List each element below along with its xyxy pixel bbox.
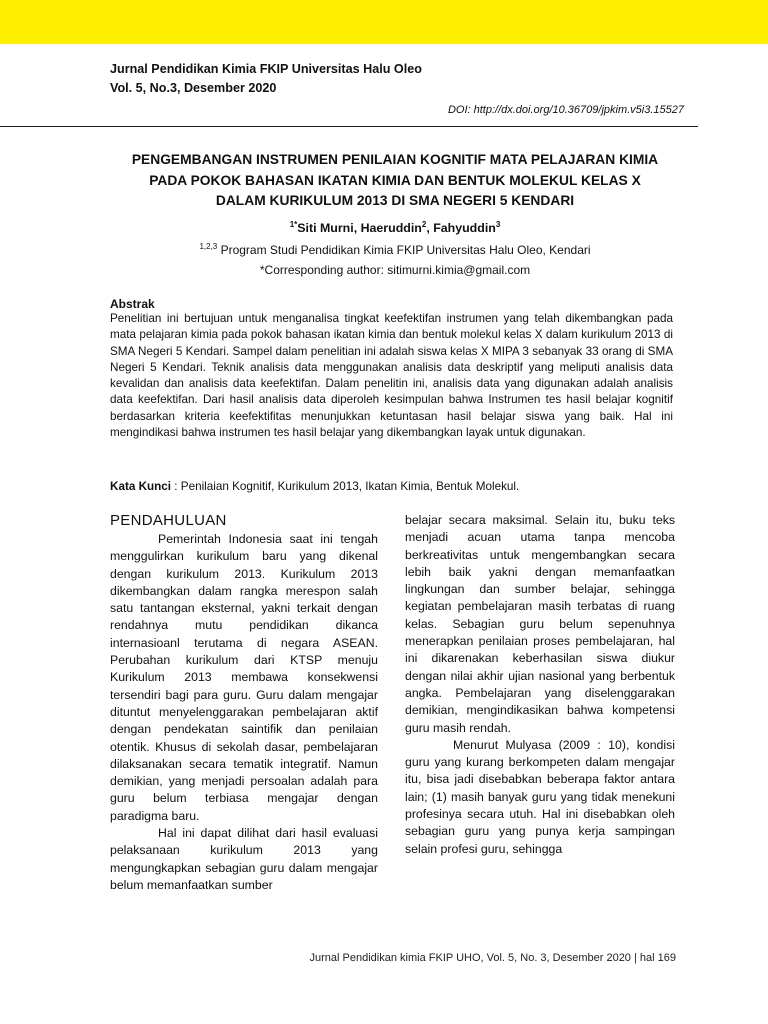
title-line: PADA POKOK BAHASAN IKATAN KIMIA DAN BENTUK MOLEKUL KELAS X	[149, 172, 641, 188]
title-line: DALAM KURIKULUM 2013 DI SMA NEGERI 5 KENDARI	[215, 193, 575, 208]
keywords-label: Kata Kunci	[110, 480, 172, 493]
journal-volume: Vol. 5, No.3, Desember 2020	[110, 81, 277, 95]
affiliation-marker: 1,2,3	[199, 242, 218, 251]
section-heading: PENDAHULUAN	[110, 512, 227, 529]
body-paragraph: Menurut Mulyasa (2009 : 10), kondisi guru yang kurang berkompeten dalam mengajar itu, bisa jadi disebabkan beberapa faktor antara lain; (1) masih banyak guru yang tidak menekuni profesinya secara utuh. Hal ini disebabkan oleh sebagian guru yang punya kerja sampingan selain profesi guru, sehingga	[405, 737, 675, 856]
author-names: , Fahyuddin	[426, 221, 496, 236]
abstract-text: Penelitian ini bertujuan untuk menganalisa tingkat keefektifan instrumen yang telah dikembangkan pada mata pelajaran kimia pada pokok bahasan ikatan kimia dan bentuk molekul kelas X dalam kurikulum 2013 di SMA Negeri 5 Kendari. Sampel dalam penelitian ini adalah siswa kelas X MIPA 3 sebanyak 33 orang di SMA Negeri 5 Kendari. Teknik analisis data menggunakan analisis data deskriptif yang meliputi analisis data kevalidan dan analisis data keefektifan. Dalam penelitin ini, analisis data yang digunakan adalah analisis data keefektifan. Dari hasil analisis data diperoleh kesimpulan bahwa Instrumen tes hasil belajar kognitif berdasarkan kriteria keefektifitas menunjukkan ketuntasan hasil belajar siswa yang baik. Hal ini mengindikasi bahwa instrumen tes hasil belajar yang dikembangkan layak untuk digunakan.	[110, 312, 673, 440]
author-marker: 1*	[289, 220, 298, 229]
author-names: Siti Murni, Haeruddin	[297, 221, 422, 236]
doi-link[interactable]: DOI: http://dx.doi.org/10.36709/jpkim.v5i3.15527	[447, 104, 684, 116]
affiliation	[100, 242, 690, 257]
title-line: PENGEMBANGAN INSTRUMEN PENILAIAN KOGNITIF MATA PELAJARAN KIMIA	[131, 152, 659, 167]
keywords-list: : Penilaian Kognitif, Kurikulum 2013, Ikatan Kimia, Bentuk Molekul.	[171, 480, 520, 493]
author-list	[100, 220, 690, 235]
page-footer: Jurnal Pendidikan kimia FKIP UHO, Vol. 5, No. 3, Desember 2020 | hal 169	[309, 952, 676, 964]
body-column-right	[405, 512, 675, 858]
corresponding-author: *Corresponding author: sitimurni.kimia@gmail.com	[259, 263, 531, 277]
journal-header	[110, 60, 422, 98]
body-paragraph: belajar secara maksimal. Selain itu, buku teks menjadi acuan utama tanpa mencoba berkreativitas untuk mengembangkan secara lebih baik yakni dengan memanfaatkan lingkungan dan sumber belajar, sehingga kegiatan pembelajaran masih terbatas di ruang kelas. Sebagian guru belum sepenuhnya menerapkan penilaian proses pembelajaran, hal ini dikarenakan keberhasilan siswa diukur dengan nilai akhir ujian nasional yang berbentuk angka. Pembelajaran yang diselenggarakan demikian, mengindikasikan bahwa kompetensi guru masih rendah.	[405, 513, 675, 735]
header-divider	[0, 126, 698, 127]
paper-title	[100, 150, 690, 212]
abstract-heading: Abstrak	[110, 297, 155, 311]
author-marker: 3	[495, 220, 501, 229]
body-paragraph: Hal ini dapat dilihat dari hasil evaluasi pelaksanaan kurikulum 2013 yang mengungkapkan sebagian guru dalam mengajar belum memanfaatkan sumber	[110, 826, 378, 892]
keywords	[110, 480, 670, 493]
body-column-left	[110, 512, 378, 894]
author-marker: 2	[421, 220, 427, 229]
journal-name: Jurnal Pendidikan Kimia FKIP Universitas Halu Oleo	[110, 62, 422, 76]
affiliation-text: Program Studi Pendidikan Kimia FKIP Universitas Halu Oleo, Kendari	[217, 243, 591, 257]
body-paragraph: Pemerintah Indonesia saat ini tengah menggulirkan kurikulum baru yang dikenal dengan kurikulum 2013. Kurikulum 2013 dikembangkan dalam rangka merespon salah satu tantangan eksternal, yakni terkait dengan rendahnya mutu pendidikan dikanca internasioanl terutama di negara ASEAN. Perubahan kurikulum dari KTSP menuju Kurikulum 2013 membawa konsekwensi tersendiri bagi para guru. Guru dalam mengajar dituntut menyelenggarakan pembelajaran aktif dengan pendekatan saintifik dan penilaian otentik. Khusus di sekolah dasar, pembelajaran dilaksanakan secara tematik integratif. Namun demikian, yang menjadi persoalan adalah para guru belum terbiasa mengajar dengan paradigma baru.	[110, 532, 378, 823]
header-accent-bar	[0, 0, 768, 44]
